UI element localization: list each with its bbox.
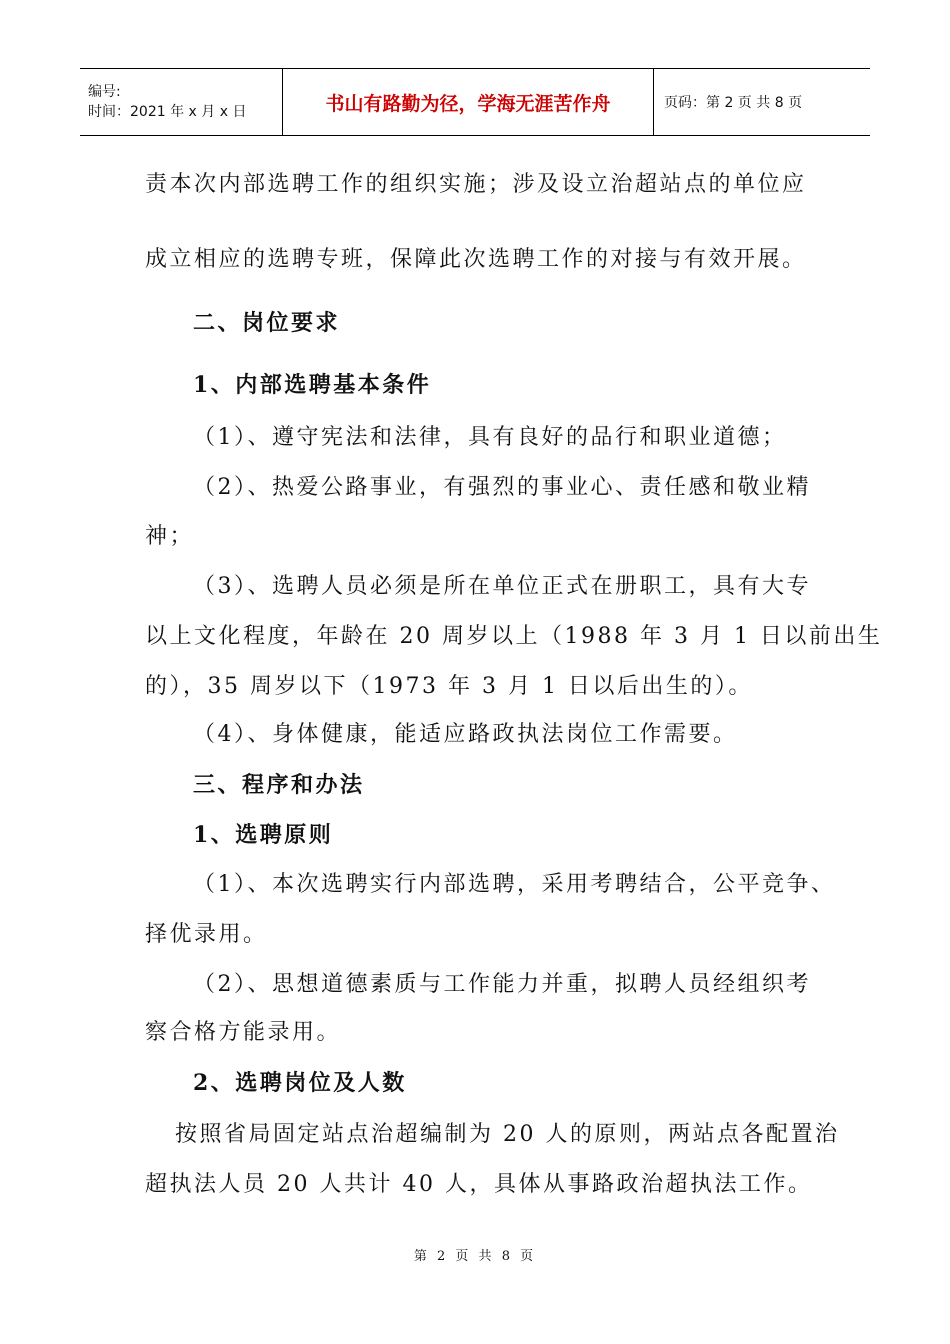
section-heading: 二、岗位要求: [193, 310, 341, 336]
body-line: 的），35 周岁以下（1973 年 3 月 1 日以后出生的）。: [145, 674, 753, 699]
subsection-heading: 2、选聘岗位及人数: [193, 1070, 407, 1096]
page-footer: 第 2 页 共 8 页: [413, 1249, 537, 1264]
page-info-text: 页码：第 2 页 共 8 页: [664, 95, 803, 111]
body-line: 以上文化程度，年龄在 20 周岁以上（1988 年 3 月 1 日以前出生: [145, 624, 883, 649]
subsection-heading: 1、内部选聘基本条件: [193, 372, 432, 398]
header-motto: [282, 69, 654, 135]
doc-number-label: 编号:: [88, 84, 121, 100]
body-line: 择优录用。: [145, 922, 268, 947]
body-line: （2）、思想道德素质与工作能力并重，拟聘人员经组织考: [193, 972, 811, 997]
body-line: （4）、身体健康，能适应路政执法岗位工作需要。: [193, 722, 738, 747]
page-header: [80, 68, 870, 136]
body-line: 按照省局固定站点治超编制为 20 人的原则，两站点各配置治: [175, 1122, 840, 1147]
header-page-info: [654, 69, 870, 135]
body-line: 超执法人员 20 人共计 40 人，具体从事路政治超执法工作。: [145, 1172, 813, 1197]
doc-date-label: 时间：2021 年 x 月 x 日: [88, 104, 247, 120]
body-line: 责本次内部选聘工作的组织实施；涉及设立治超站点的单位应: [145, 172, 807, 197]
body-line: （2）、热爱公路事业，有强烈的事业心、责任感和敬业精: [193, 475, 811, 500]
section-heading: 三、程序和办法: [193, 772, 365, 798]
body-line: （3）、选聘人员必须是所在单位正式在册职工，具有大专: [193, 574, 811, 599]
body-line: （1）、本次选聘实行内部选聘，采用考聘结合，公平竞争、: [193, 872, 836, 897]
motto-text: 书山有路勤为径，学海无涯苦作舟: [325, 92, 611, 115]
body-line: 成立相应的选聘专班，保障此次选聘工作的对接与有效开展。: [145, 247, 807, 272]
header-meta: [80, 69, 282, 135]
body-line: 神；: [145, 524, 195, 549]
body-line: 察合格方能录用。: [145, 1020, 342, 1045]
subsection-heading: 1、选聘原则: [193, 822, 334, 848]
body-line: （1）、遵守宪法和法律，具有良好的品行和职业道德；: [193, 425, 787, 450]
